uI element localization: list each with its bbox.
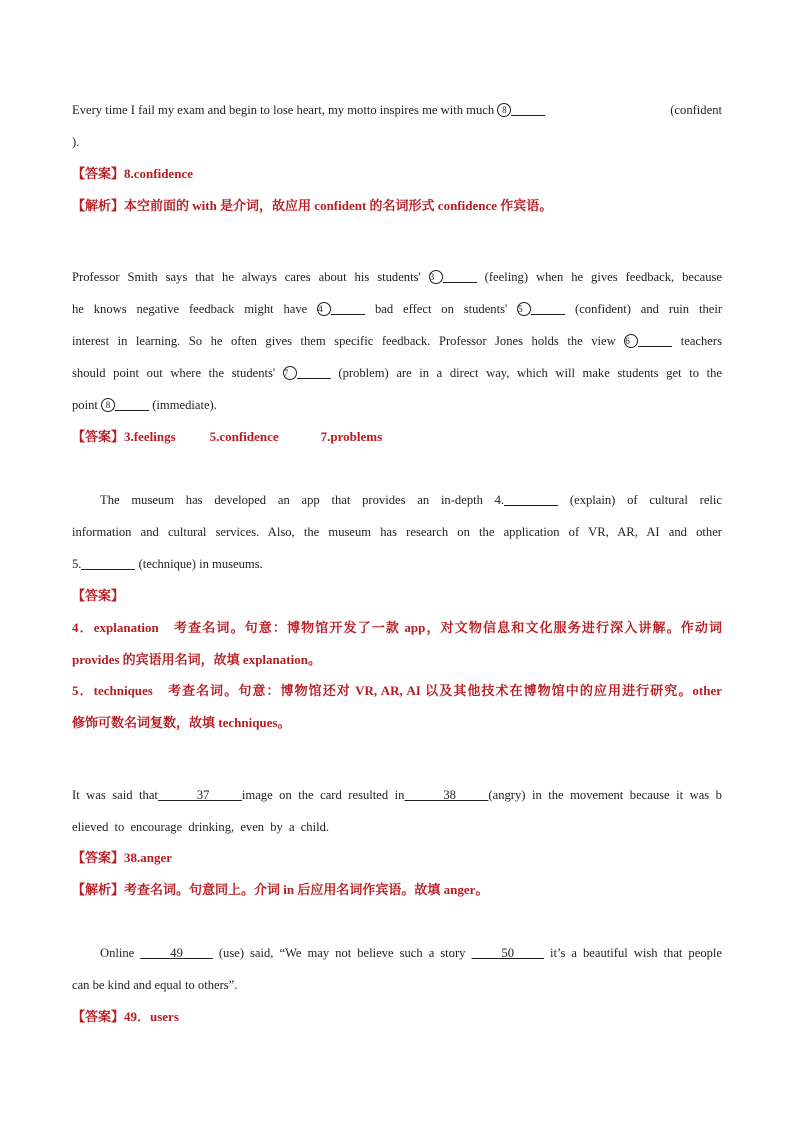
question-text: ).	[72, 135, 80, 149]
blank-line	[511, 103, 545, 116]
analysis-line: 【解析】本空前面的 with 是介词，故应用 confident 的名词形式 confidence 作宾语。	[72, 198, 553, 213]
answer-item: 3.feelings	[124, 429, 176, 444]
blank-number: 7	[283, 366, 297, 380]
answer-item: 7.problems	[320, 429, 383, 444]
blank-line	[81, 557, 135, 570]
blank-number: 38	[443, 788, 456, 802]
blank-number: 4	[317, 302, 331, 316]
blank-number: 50	[501, 946, 515, 960]
blank-line	[638, 334, 672, 347]
question-text: The museum has developed an app that provides an in-depth 4. (explain) of cultural relic	[100, 493, 722, 507]
question-text: elieved to encourage drinking, even by a child.	[72, 820, 330, 834]
blank-line	[115, 398, 149, 411]
question-text: should point out where the students' 7 (problem) are in a direct way, which will make students get to the	[72, 366, 722, 380]
blank-line	[504, 493, 558, 506]
blank-number: 5	[517, 302, 531, 316]
analysis-line: 【解析】考查名词。句意同上。介词 in 后应用名词作宾语。故填 anger。	[72, 882, 489, 897]
question-text: Online 49 (use) said, “We may not believe such a story 50 it’s a beautiful wish that people	[100, 946, 722, 960]
blank-number: 49	[170, 946, 183, 960]
analysis-line: provides 的宾语用名词，故填 explanation。	[72, 652, 321, 667]
blank-number: 37	[196, 788, 210, 802]
answer-line: 【答案】8.confidence	[72, 166, 193, 181]
question-text: information and cultural services. Also, the museum has research on the application of VR, AR, AI and other	[72, 525, 722, 539]
answer-item: 5.confidence	[209, 429, 279, 444]
blank-line	[297, 366, 331, 379]
analysis-line: 修饰可数名词复数，故填 techniques。	[72, 715, 291, 730]
question-text: It was said that 37 image on the card resulted in 38 (angry) in the movement because it was b	[72, 788, 722, 802]
question-text: point 8 (immediate).	[72, 398, 217, 412]
blank-line	[443, 270, 477, 283]
answer-line: 【答案】38.anger	[72, 850, 173, 865]
blank-number: 8	[101, 398, 115, 412]
question-text: Professor Smith says that he always cares about his students' 3 (feeling) when he gives feedback, because	[72, 270, 722, 284]
question-text: 5. (technique) in museums.	[72, 557, 263, 571]
analysis-line: 4．explanation 考查名词。句意：博物馆开发了一款 app，对文物信息和文化服务进行深入讲解。作动词	[72, 620, 722, 635]
answer-line: 【答案】	[72, 588, 125, 603]
question-text: he knows negative feedback might have 4 bad effect on students' 5 (confident) and ruin their	[72, 302, 723, 316]
answer-line: 【答案】49．users	[72, 1009, 179, 1024]
question-text: interest in learning. So he often gives them specific feedback. Professor Jones holds the view 6 teachers	[72, 334, 722, 348]
question-text: Every time I fail my exam and begin to lose heart, my motto inspires me with much 8 (confident	[72, 103, 722, 117]
blank-number: 8	[497, 103, 511, 117]
blank-line	[531, 302, 565, 315]
blank-number: 6	[624, 334, 638, 348]
analysis-line: 5．techniques 考查名词。句意：博物馆还对 VR, AR, AI 以及其他技术在博物馆中的应用进行研究。other	[72, 683, 722, 698]
question-text: can be kind and equal to others”.	[72, 978, 238, 992]
blank-number: 3	[429, 270, 443, 284]
answer-line: 【答案】3.feelings 5.confidence 7.problems	[72, 429, 383, 444]
blank-line	[331, 302, 365, 315]
